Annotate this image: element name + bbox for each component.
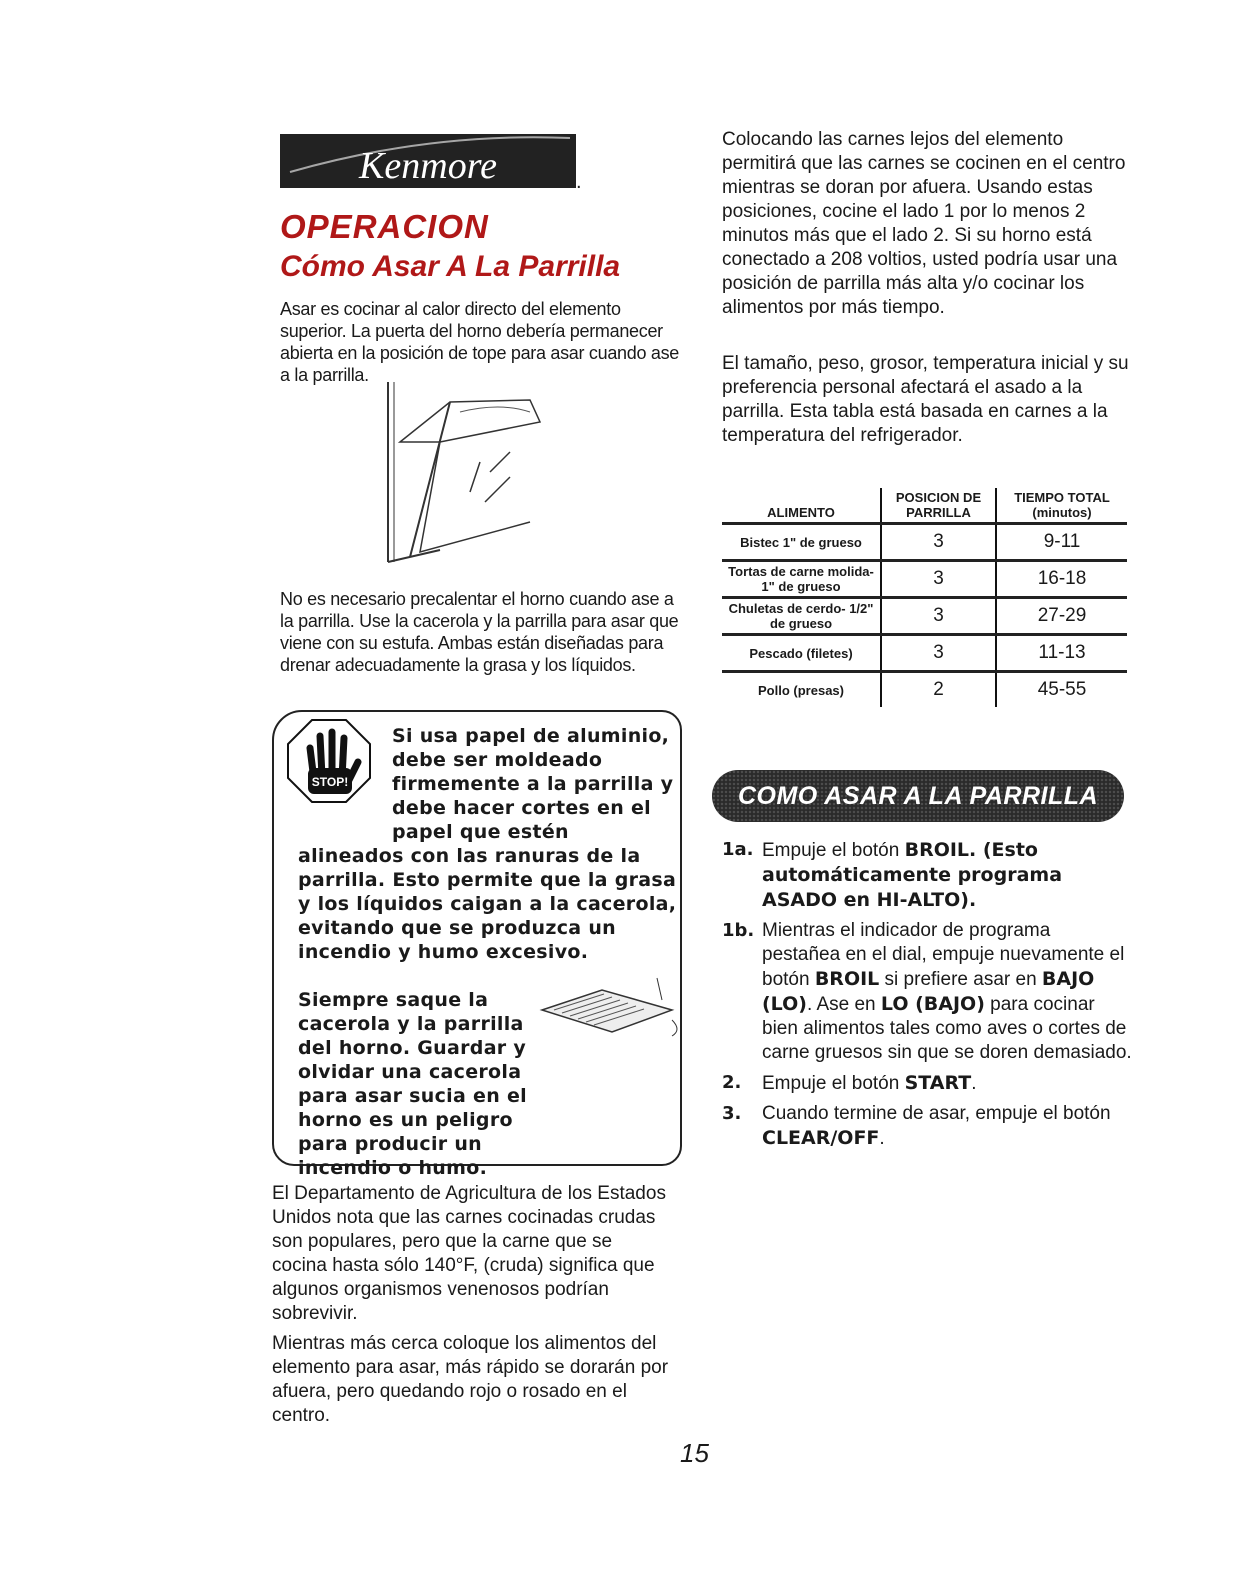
section-banner: COMO ASAR A LA PARRILLA (712, 770, 1124, 822)
svg-text:.: . (576, 171, 582, 193)
table-row: Tortas de carne molida-1" de grueso 3 16-18 (722, 561, 1127, 598)
section-title: OPERACION (280, 208, 489, 245)
closer-paragraph: Mientras más cerca coloque los alimentos del elemento para asar, más rápido se dorarán por afuera, pero quedando rojo o rosado en el centro. (272, 1333, 669, 1426)
logo-text: Kenmore (359, 145, 497, 187)
right-paragraph-1: Colocando las carnes lejos del elemento permitirá que las carnes se cocinen en el centro mientras se doran por afuera. Usando estas posiciones, cocine el lado 1 por lo menos 2 minutos más que el lado 2. Si su horno está conectado a 208 voltios, usted podría usar una posición de parrilla más alta y/o cocinar los alimentos por más tiempo. (722, 129, 1126, 318)
broil-pan-icon (532, 970, 682, 1050)
table-row: Chuletas de cerdo- 1/2" de grueso 3 27-29 (722, 598, 1127, 635)
step-1a: 1a. Empuje el botón BROIL. (Esto automáticamente programa ASADO en HI-ALTO). (722, 839, 1063, 911)
table-row: Pollo (presas) 2 45-55 (722, 672, 1127, 708)
svg-text:STOP!: STOP! (311, 775, 349, 789)
warning-heading: Si usa papel de aluminio, debe ser moldeado firmemente a la parrilla y debe hacer cortes en el papel que estén (392, 725, 674, 843)
oven-door-illustration (380, 382, 545, 567)
subsection-title: Cómo Asar A La Parrilla (280, 250, 621, 283)
broil-table (722, 488, 1127, 707)
warning-body-2: Siempre saque la cacerola y la parrilla del horno. Guardar y olvidar una cacerola para asar sucia en el horno es un peligro para producir un incendio o humo. (298, 989, 527, 1179)
step-1b: 1b. Mientras el indicador de programa pestañea en el dial, empuje nuevamente el botón BROIL si prefiere asar en BAJO (LO). Ase en LO (BAJO) para cocinar bien alimentos tales como aves o cortes de carne gruesos sin que se doren demasiado. (722, 920, 1132, 1063)
stop-hand-icon (286, 718, 372, 804)
usda-paragraph: El Departamento de Agricultura de los Estados Unidos nota que las carnes cocinadas crudas son populares, pero que la carne que se cocina hasta sólo 140°F, (cruda) significa que algunos organismos venenosos podrían sobrevivir. (272, 1183, 666, 1324)
table-row: Bistec 1" de grueso 3 9-11 (722, 524, 1127, 561)
header-food: ALIMENTO (767, 505, 835, 520)
kenmore-logo (280, 132, 580, 192)
step-3: 3. Cuando termine de asar, empuje el botón CLEAR/OFF. (722, 1103, 1111, 1149)
step-2: 2. Empuje el botón START. (722, 1072, 977, 1094)
no-preheat-paragraph: No es necesario precalentar el horno cuando ase a la parrilla. Use la cacerola y la parrilla para asar que viene con su estufa. Ambas están diseñadas para drenar adecuadamente la grasa y los líquidos. (280, 589, 679, 675)
header-time: TIEMPO TOTAL (minutos) (996, 488, 1127, 524)
warning-body: alineados con las ranuras de la parrilla. Esto permite que la grasa y los líquidos caigan a la cacerola, evitando que se produzca un incendio y humo excesivo. (298, 845, 677, 963)
table-row: Pescado (filetes) 3 11-13 (722, 635, 1127, 672)
intro-paragraph: Asar es cocinar al calor directo del elemento superior. La puerta del horno debería permanecer abierta en la posición de tope para asar cuando ase a la parrilla. (280, 299, 679, 385)
page-number: 15 (680, 1438, 709, 1468)
header-position: POSICION DE PARRILLA (881, 488, 996, 524)
steps-list (722, 838, 1132, 1157)
right-paragraph-2: El tamaño, peso, grosor, temperatura inicial y su preferencia personal afectará el asado a la parrilla. Esta tabla está basada en carnes a la temperatura del refrigerador. (722, 353, 1129, 446)
